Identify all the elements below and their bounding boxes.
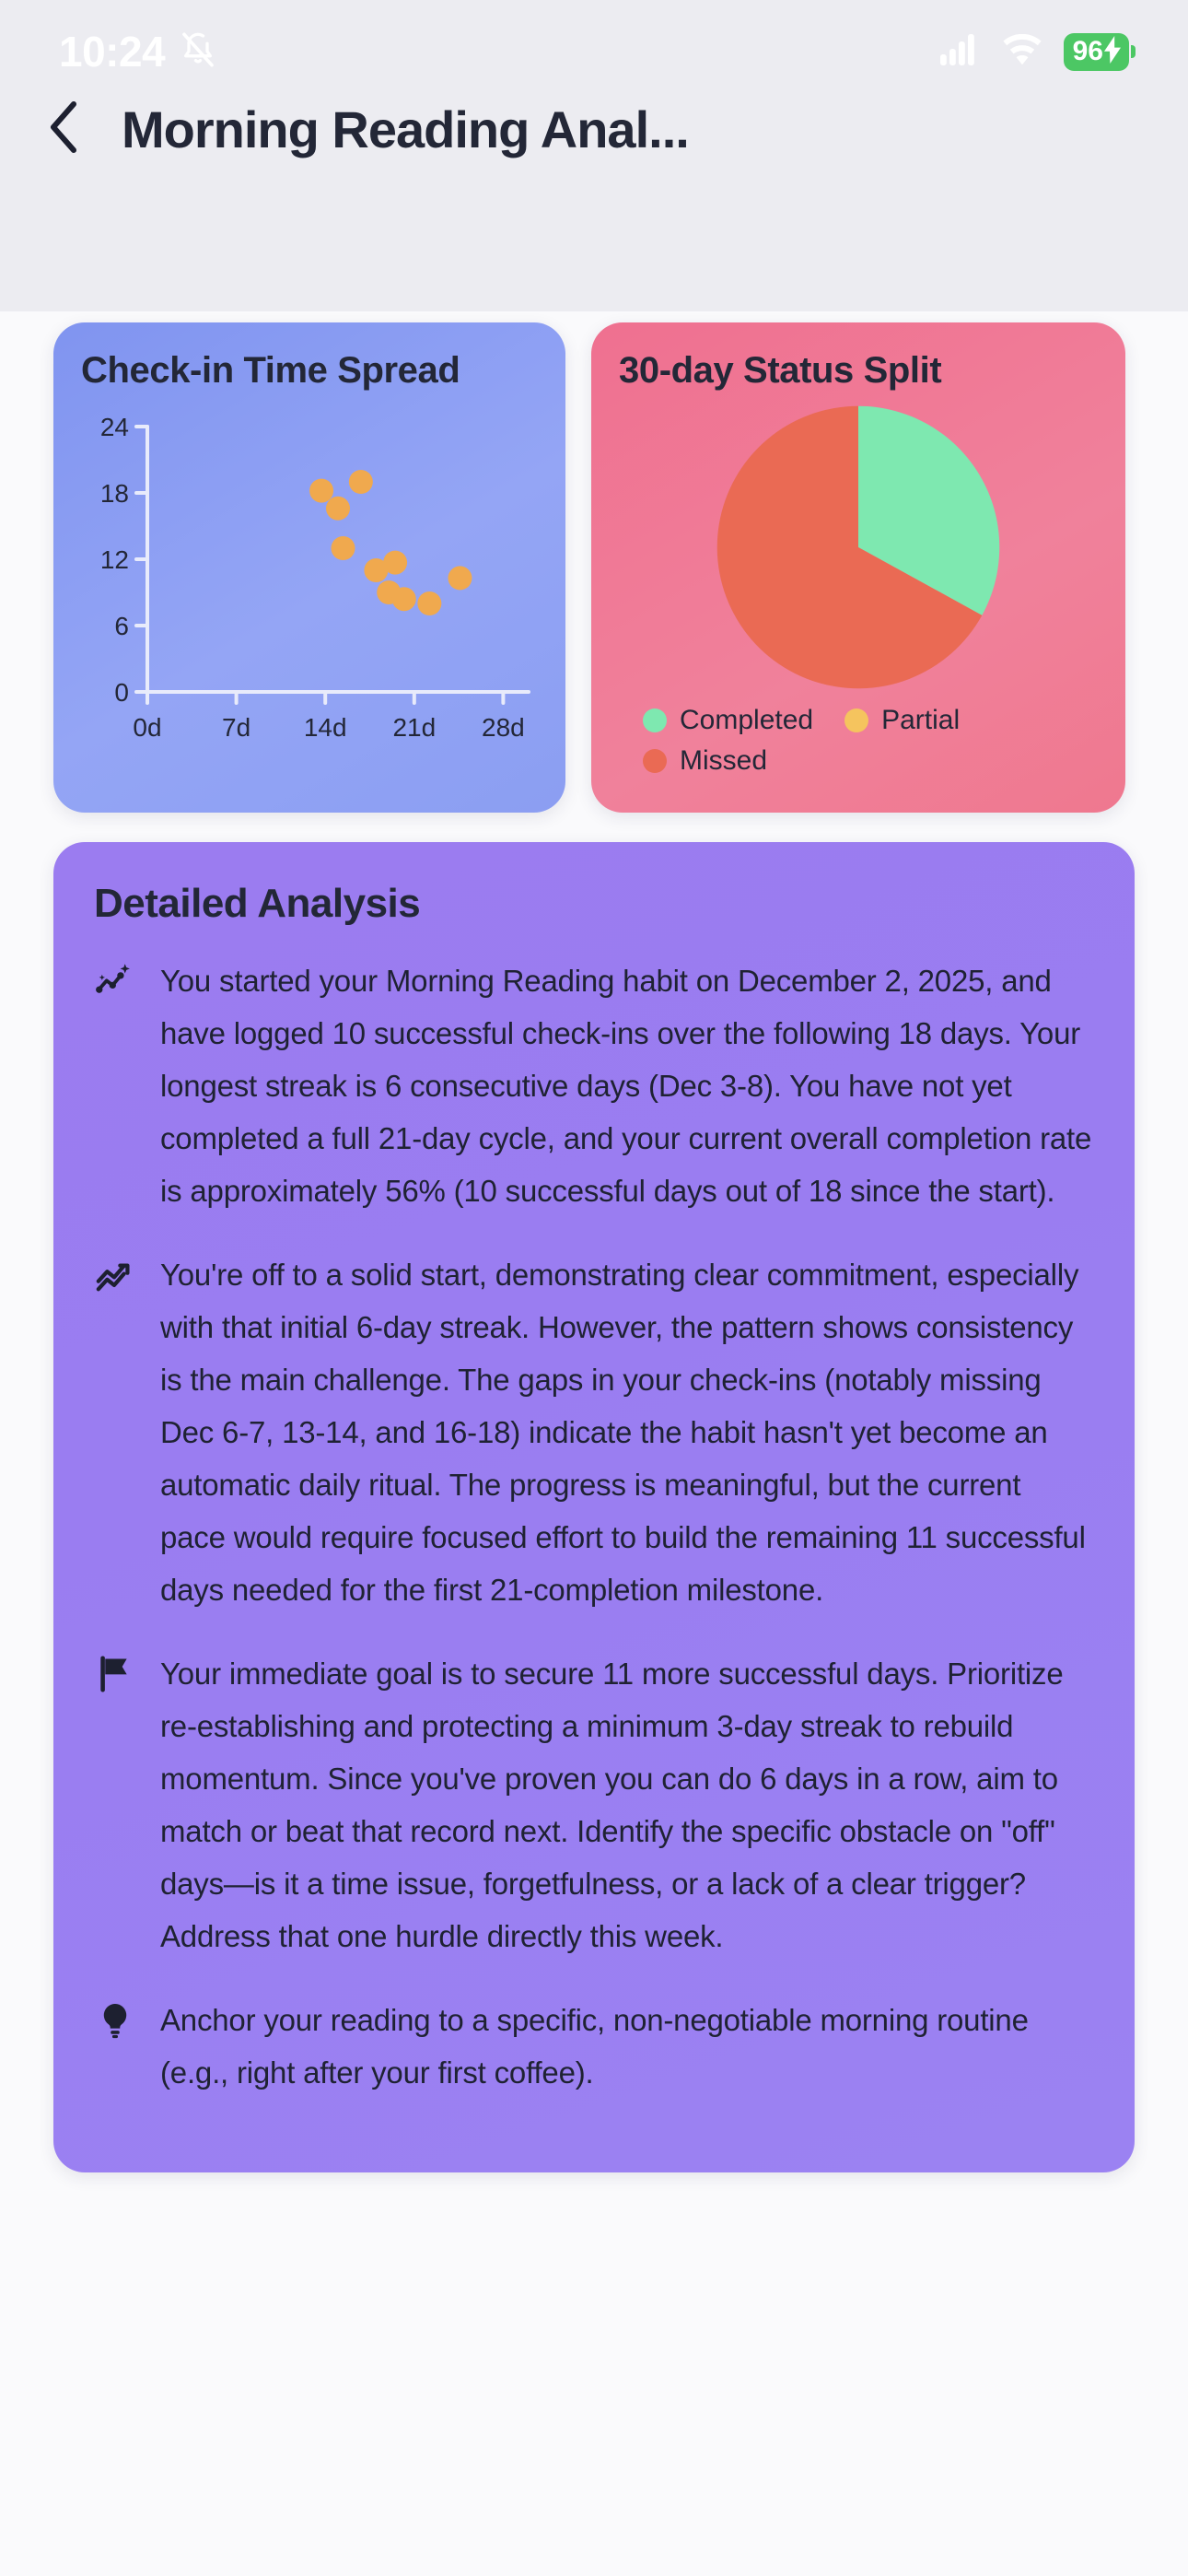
insight-list [94, 954, 1094, 2099]
status-split-card[interactable] [591, 322, 1125, 813]
legend-color-dot [844, 708, 868, 732]
insight-item [94, 954, 1094, 1217]
svg-text:0: 0 [114, 678, 129, 707]
insight-text: You started your Morning Reading habit on December 2, 2025, and have logged 10 successful check-ins over the following 18 days. Your longest streak is 6 consecutive days (Dec 3-8). You have not yet completed a full 21-day cycle, and your current overall completion rate is approximately 56% (10 successful days out of 18 since the start). [160, 964, 1092, 1208]
svg-text:24: 24 [99, 413, 129, 441]
svg-text:7d: 7d [222, 713, 251, 742]
back-button[interactable] [20, 85, 109, 173]
insight-item [94, 1994, 1094, 2099]
svg-text:14d: 14d [303, 713, 347, 742]
legend-color-dot [643, 749, 667, 773]
flag-icon [94, 1647, 136, 1700]
svg-text:21d: 21d [392, 713, 437, 742]
svg-text:0d: 0d [133, 713, 162, 742]
wifi-icon [1001, 34, 1043, 70]
pie-legend [619, 705, 1098, 777]
pie-svg [713, 402, 1004, 693]
detailed-analysis-card[interactable] [53, 842, 1135, 2172]
chart-card-row [0, 311, 1188, 813]
analysis-title: Detailed Analysis [94, 881, 421, 926]
sparkle-chart-icon [94, 954, 136, 1007]
legend-item [844, 705, 960, 736]
battery-cap [1131, 45, 1136, 58]
pie-chart [619, 395, 1098, 699]
legend-label: Completed [680, 705, 814, 735]
svg-text:12: 12 [99, 545, 129, 574]
page-title: Morning Reading Anal... [122, 100, 689, 158]
insight-text: You're off to a solid start, demonstrating clear commitment, especially with that initial 6-day streak. However, the pattern shows consistency is the main challenge. The gaps in your check-ins (notably missing Dec 6-7, 13-14, and 16-18) indicate the habit hasn't yet become an automatic daily ritual. The progress is meaningful, but the current pace would require focused effort to build the remaining 11 successful days needed for the first 21-completion milestone. [160, 1258, 1086, 1607]
scatter-svg [81, 406, 538, 775]
svg-text:6: 6 [114, 612, 129, 640]
scroll-content[interactable] [0, 311, 1188, 2576]
lightbulb-icon [94, 1994, 136, 2046]
insight-item [94, 1647, 1094, 1962]
legend-color-dot [643, 708, 667, 732]
svg-text:18: 18 [99, 479, 129, 508]
insight-text: Anchor your reading to a specific, non-negotiable morning routine (e.g., right after your first coffee). [160, 2003, 1029, 2090]
svg-text:28d: 28d [482, 713, 525, 742]
legend-label: Partial [881, 705, 961, 735]
insight-item [94, 1248, 1094, 1616]
lightning-bolt-icon [1104, 36, 1121, 68]
bell-slash-icon [180, 31, 216, 73]
battery-percent: 96 [1072, 36, 1103, 66]
trending-up-icon [94, 1248, 136, 1301]
scatter-card-title: Check-in Time Spread [81, 350, 460, 391]
insight-text: Your immediate goal is to secure 11 more successful days. Prioritize re-establishing and protecting a minimum 3-day streak to rebuild momentum. Since you've proven you can do 6 days in a row, aim to match or beat that record next. Identify the specific obstacle on "off" days—is it a time issue, forgetfulness, or a lack of a clear trigger? Address that one hurdle directly this week. [160, 1657, 1064, 1953]
navigation-header [0, 78, 1188, 180]
legend-item [643, 705, 813, 736]
battery-badge [1064, 33, 1129, 71]
pie-card-title: 30-day Status Split [619, 350, 942, 391]
legend-label: Missed [680, 745, 768, 776]
check-in-time-spread-card[interactable] [53, 322, 565, 813]
status-bar-right [940, 33, 1129, 71]
chevron-left-icon [42, 99, 87, 160]
status-bar-left [59, 27, 216, 76]
cellular-bars-icon [940, 34, 981, 70]
status-bar-clock: 10:24 [59, 28, 166, 76]
legend-item [643, 745, 767, 777]
scatter-plot [81, 406, 538, 793]
